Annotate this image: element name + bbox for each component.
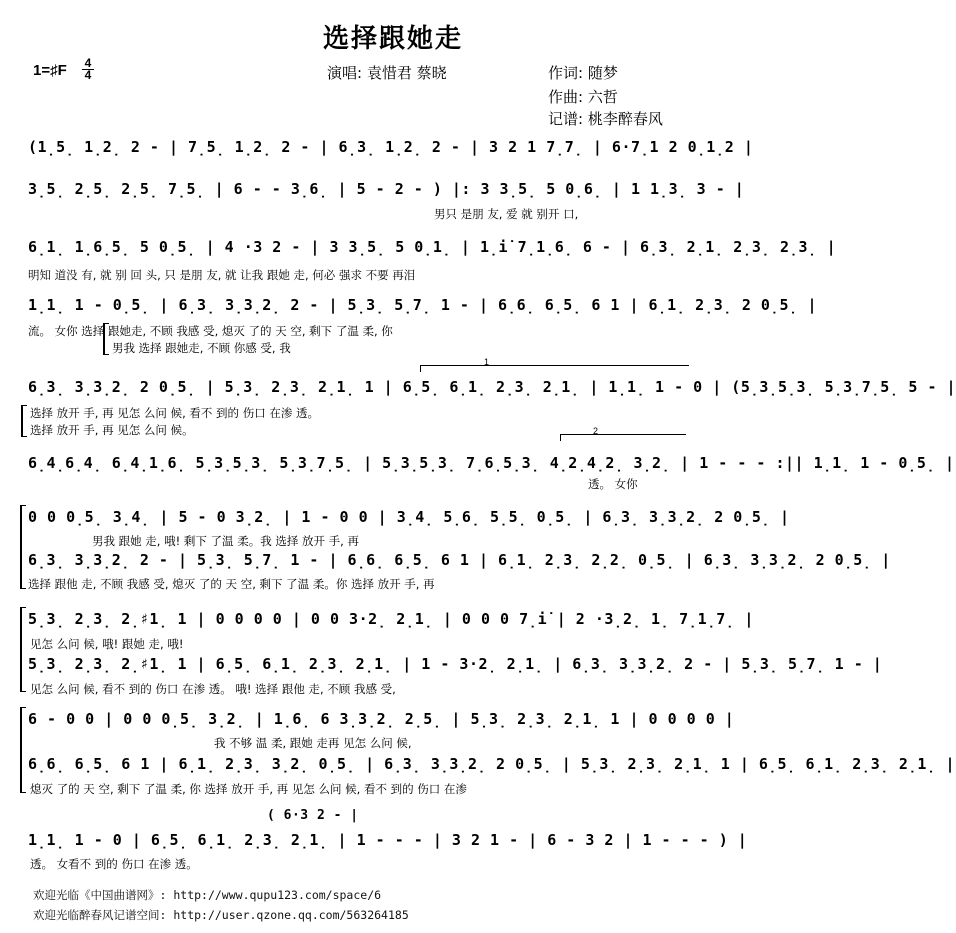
footer-line-2: 欢迎光临醉春风记谱空间: http://user.qzone.qq.com/563264185: [33, 908, 409, 922]
score-line-8b: 5̣3̣ 2̣3̣ 2̣♯1̣ 1 | 6̣5̣ 6̣1̣ 2̣3̣ 2̣1̣ | 1 - 3·2̣ 2̣1̣ | 6̣3̣ 3̣3̣2̣ 2 - | 5̣3̣ 5̣7̣ 1 - |: [28, 655, 883, 673]
lyrics-line-3: 明知 道没 有, 就 别 回 头, 只 是朋 友, 就 让我 跟她 走, 何必 强求 不要 再泪: [28, 268, 416, 282]
score-line-9a: 6 - 0 0 | 0 0 0̣5̣ 3̣2̣ | 1̣6̣ 6 3̣3̣2̣ 2̣5̣ | 5̣3̣ 2̣3̣ 2̣1̣ 1 | 0 0 0 0 |: [28, 710, 735, 728]
lyrics-line-4b: 男我 选择 跟她走, 不顾 你感 受, 我: [112, 341, 291, 355]
score-line-5: 6̣3̣ 3̣3̣2̣ 2 0̣5̣ | 5̣3̣ 2̣3̣ 2̣1̣ 1 | 6̣5̣ 6̣1̣ 2̣3̣ 2̣1̣ | 1̣1̣ 1 - 0 | (5̣3̣5̣3̣ 5̣3̣7̣5̣ 5 - |: [28, 378, 956, 396]
score-line-8a: 5̣3̣ 2̣3̣ 2̣♯1̣ 1 | 0 0 0 0 | 0 0 3·2̣ 2̣1̣ | 0 0 0 7̣i̇ | 2 ·3̣2̣ 1̣ 7̣1̣7̣ |: [28, 610, 754, 628]
system-brace: [20, 505, 26, 589]
song-title: 选择跟她走: [323, 24, 464, 54]
lyrics-line-5b: 选择 放开 手, 再 见怎 么问 候。: [30, 423, 194, 437]
volta-1-bracket: [420, 365, 689, 372]
volta-2-bracket: [560, 434, 686, 441]
lyrics-line-5a: 选择 放开 手, 再 见怎 么问 候, 看不 到的 伤口 在渗 透。: [30, 406, 320, 420]
lyrics-line-8b: 见怎 么问 候, 看不 到的 伤口 在渗 透。 哦! 选择 跟他 走, 不顾 我感 受,: [30, 682, 396, 696]
time-signature-top: 4: [82, 58, 94, 70]
score-line-2: 3̣5̣ 2̣5̣ 2̣5̣ 7̣5̣ | 6 - - 3̣6̣ | 5 - 2 - ) |: 3 3̣5̣ 5 0̣6̣ | 1 1̣3̣ 3 - |: [28, 180, 745, 198]
score-line-6: 6̣4̣6̣4̣ 6̣4̣1̣6̣ 5̣3̣5̣3̣ 5̣3̣7̣5̣ | 5̣3̣5̣3̣ 7̣6̣5̣3̣ 4̣2̣4̣2̣ 3̣2̣ | 1 - - - :|| 1̣1̣ 1 - 0̣5̣ |: [28, 454, 955, 472]
score-line-9b: 6̣6̣ 6̣5̣ 6 1 | 6̣1̣ 2̣3̣ 3̣2̣ 0̣5̣ | 6̣3̣ 3̣3̣2̣ 2 0̣5̣ | 5̣3̣ 2̣3̣ 2̣1̣ 1 | 6̣5̣ 6̣1̣ 2̣3̣ 2̣1̣ |: [28, 755, 956, 773]
voice-bracket: [103, 323, 109, 355]
volta-2-label: 2: [593, 426, 599, 436]
score-line-4: 1̣1̣ 1 - 0̣5̣ | 6̣3̣ 3̣3̣2̣ 2 - | 5̣3̣ 5̣7̣ 1 - | 6̣6̣ 6̣5̣ 6 1 | 6̣1̣ 2̣3̣ 2 0̣5̣ |: [28, 296, 818, 314]
score-line-10: 1̣1̣ 1 - 0 | 6̣5̣ 6̣1̣ 2̣3̣ 2̣1̣ | 1 - - - | 3 2 1 - | 6 - 3 2 | 1 - - - ) |: [28, 831, 748, 849]
score-line-10-upper: ( 6·3 2 - |: [267, 808, 359, 823]
time-signature: [82, 58, 94, 81]
volta-1-label: 1: [484, 357, 490, 367]
system-brace: [20, 707, 26, 793]
lyrics-line-7a: 男我 跟她 走, 哦! 剩下 了温 柔。我 选择 放开 手, 再: [92, 534, 359, 548]
lyrics-line-10: 透。 女看不 到的 伤口 在渗 透。: [30, 857, 198, 871]
score-line-3: 6̣1̣ 1̣6̣5̣ 5 0̣5̣ | 4 ·3 2 - | 3 3̣5̣ 5 0̣1̣ | 1̣i̇ 7̣1̣6̣ 6 - | 6̣3̣ 2̣1̣ 2̣3̣ 2̣3̣ |: [28, 238, 837, 256]
system-brace: [20, 607, 26, 692]
singers: 演唱: 袁惜君 蔡晓: [327, 64, 447, 82]
lyrics-line-2: 男只 是朋 友, 爱 就 别开 口,: [434, 207, 579, 221]
lyricist: 作词: 随梦: [548, 64, 618, 82]
lyrics-line-4a: 流。 女你 选择 跟她走, 不顾 我感 受, 熄灭 了的 天 空, 剩下 了温 柔, 你: [28, 324, 393, 338]
lyrics-line-8a: 见怎 么问 候, 哦! 跟她 走, 哦!: [30, 637, 184, 651]
lyrics-line-9a: 我 不够 温 柔, 跟她 走再 见怎 么问 候,: [214, 736, 412, 750]
score-line-7a: 0 0 0̣5̣ 3̣4̣ | 5 - 0 3̣2̣ | 1 - 0 0 | 3̣4̣ 5̣6̣ 5̣5̣ 0̣5̣ | 6̣3̣ 3̣3̣2̣ 2 0̣5̣ |: [28, 508, 790, 526]
footer-line-1: 欢迎光临《中国曲谱网》: http://www.qupu123.com/space/6: [33, 888, 382, 902]
lyrics-line-7b: 选择 跟他 走, 不顾 我感 受, 熄灭 了的 天 空, 剩下 了温 柔。你 选择 放开 手, 再: [28, 577, 435, 591]
score-line-1: (1̣5̣ 1̣2̣ 2 - | 7̣5̣ 1̣2̣ 2 - | 6̣3̣ 1̣2̣ 2 - | 3 2 1 7̣7̣ | 6·7̣1 2 0̣1̣2 |: [28, 138, 754, 156]
transcriber: 记谱: 桃李醉春风: [548, 110, 663, 128]
voice-bracket: [21, 405, 27, 437]
lyrics-line-9b: 熄灭 了的 天 空, 剩下 了温 柔, 你 选择 放开 手, 再 见怎 么问 候, 看不 到的 伤口 在渗: [30, 782, 467, 796]
score-line-7b: 6̣3̣ 3̣3̣2̣ 2 - | 5̣3̣ 5̣7̣ 1 - | 6̣6̣ 6̣5̣ 6 1 | 6̣1̣ 2̣3̣ 2̣2̣ 0̣5̣ | 6̣3̣ 3̣3̣2̣ 2 0̣5̣ |: [28, 551, 891, 569]
composer: 作曲: 六哲: [548, 88, 618, 106]
time-signature-bottom: 4: [84, 68, 92, 82]
key-signature: 1=♯F: [33, 62, 67, 79]
lyrics-line-6: 透。 女你: [588, 477, 638, 491]
